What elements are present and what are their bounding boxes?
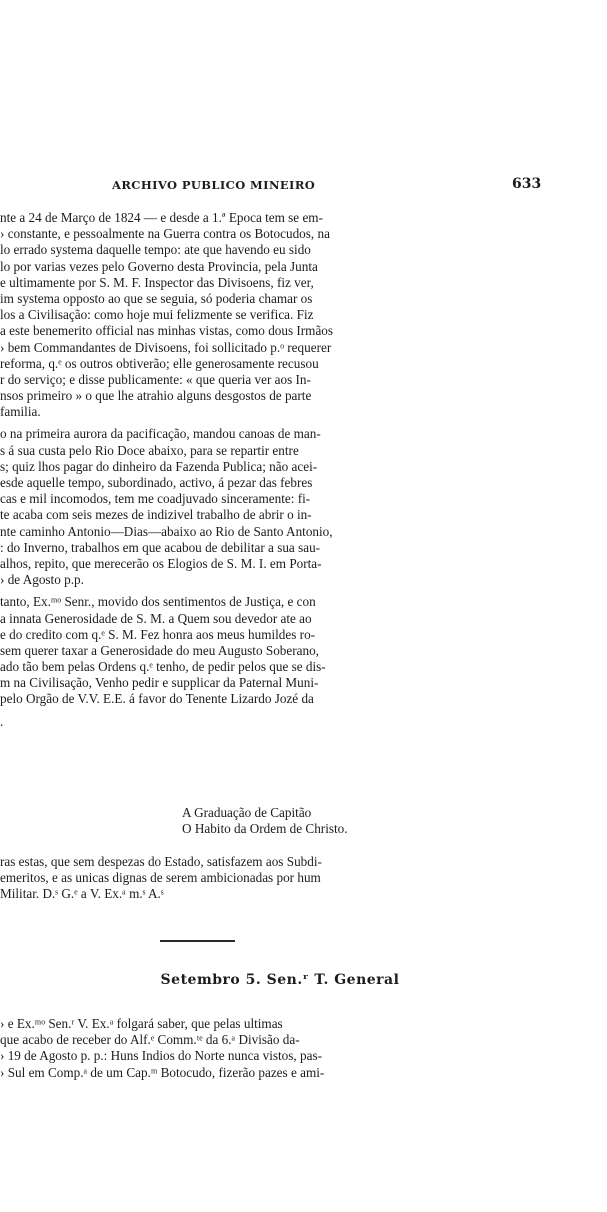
page-header: [0, 176, 560, 198]
requested-honours-list: [0, 805, 560, 837]
body-line: lo por varias vezes pelo Governo desta Provincia, pela Junta: [0, 258, 318, 274]
closing-paragraph: [0, 854, 560, 903]
body-line: .: [0, 713, 4, 729]
section-divider: [160, 940, 235, 942]
body-line: sem querer taxar a Generosidade do meu Augusto Soberano,: [0, 642, 319, 658]
body-line: ado tão bem pelas Ordens q.ᵉ tenho, de pedir pelos que se dis-: [0, 659, 326, 675]
body-line: nte caminho Antonio—Dias—abaixo ao Rio de Santo Antonio,: [0, 523, 333, 539]
body-line: m na Civilisação, Venho pedir e supplicar da Paternal Muni-: [0, 675, 319, 691]
body-line: nsos primeiro » o que lhe atrahio alguns desgostos de parte: [0, 388, 312, 404]
body-line: s á sua custa pelo Rio Doce abaixo, para se repartir entre: [0, 442, 299, 458]
body-line: los a Civilisação: como hoje mui felizmente se verifica. Fiz: [0, 307, 314, 323]
body-line: esde aquelle tempo, subordinado, activo, á pezar das febres: [0, 475, 313, 490]
body-line: alhos, repito, que merecerão os Elogios de S. M. I. em Porta-: [0, 555, 322, 571]
body-line: e do credito com q.ᵉ S. M. Fez honra aos meus humildes ro-: [0, 626, 316, 642]
closing-line: ras estas, que sem despezas do Estado, satisfazem aos Subdi-: [0, 854, 322, 869]
body-line: e ultimamente por S. M. F. Inspector das Divisoens, fiz ver,: [0, 274, 314, 290]
body-line: cas e mil incomodos, tem me coadjuvado sinceramente: fi-: [0, 491, 311, 507]
body-line: › de Agosto p.p.: [0, 572, 84, 588]
body-line: tanto, Ex.ᵐᵒ Senr., movido dos sentimentos de Justiça, e con: [0, 594, 316, 610]
body-line: familia.: [0, 404, 41, 420]
body-line: a este benemerito official nas minhas vistas, como dous Irmãos: [0, 323, 334, 339]
body-line: a innata Generosidade de S. M. a Quem sou devedor ate ao: [0, 610, 312, 626]
letter-line: que acabo de receber do Alf.ᵉ Comm.ᵗᵉ da 6.ᵃ Divisão da-: [0, 1032, 300, 1048]
section-heading: Setembro 5. Sen.ʳ T. General: [160, 972, 400, 988]
letter-line: › Sul em Comp.ᵃ de um Cap.ᵐ Botocudo, fizerão pazes e ami-: [0, 1064, 325, 1080]
body-line: te acaba com seis mezes de indizivel trabalho de abrir o in-: [0, 507, 312, 523]
body-line: o na primeira aurora da pacificação, mandou canoas de man-: [0, 426, 321, 442]
body-line: im systema opposto ao que se seguia, só poderia chamar os: [0, 290, 313, 306]
page-number: 633: [512, 176, 542, 192]
letter-line: › 19 de Agosto p. p.: Huns Indios do Norte nunca vistos, pas-: [0, 1048, 322, 1064]
body-line: pelo Orgão de V.V. E.E. á favor do Tenente Lizardo Jozé da: [0, 691, 314, 707]
body-line: nte a 24 de Março de 1824 — e desde a 1.ª Epoca tem se em-: [0, 210, 323, 225]
body-line: s; quiz lhos pagar do dinheiro da Fazenda Publica; não acei-: [0, 458, 318, 474]
body-line: r do serviço; e disse publicamente: « que queria ver aos In-: [0, 371, 311, 387]
body-line: › bem Commandantes de Divisoens, foi sollicitado p.ᵒ requerer: [0, 339, 332, 355]
closing-line: emeritos, e as unicas dignas de serem ambicionadas por hum: [0, 870, 321, 886]
body-line: reforma, q.ᵉ os outros obtiverão; elle generosamente recusou: [0, 355, 319, 371]
running-title: ARCHIVO PUBLICO MINEIRO: [112, 178, 316, 192]
letter-text: [0, 1016, 560, 1081]
body-line: lo errado systema daquelle tempo: ate que havendo eu sido: [0, 242, 311, 258]
body-line: : do Inverno, trabalhos em que acabou de debilitar a sua sau-: [0, 539, 321, 555]
body-text: [0, 210, 560, 730]
honour-item-order-of-christ: O Habito da Ordem de Christo.: [182, 821, 348, 837]
body-line: › constante, e pessoalmente na Guerra contra os Botocudos, na: [0, 226, 330, 242]
honour-item-captain: A Graduação de Capitão: [182, 805, 312, 820]
letter-line: › e Ex.ᵐᵒ Sen.ʳ V. Ex.ᵃ folgará saber, que pelas ultimas: [0, 1016, 283, 1031]
closing-line: Militar. D.ˢ G.ᵉ a V. Ex.ᵃ m.ˢ A.ˢ: [0, 886, 164, 902]
